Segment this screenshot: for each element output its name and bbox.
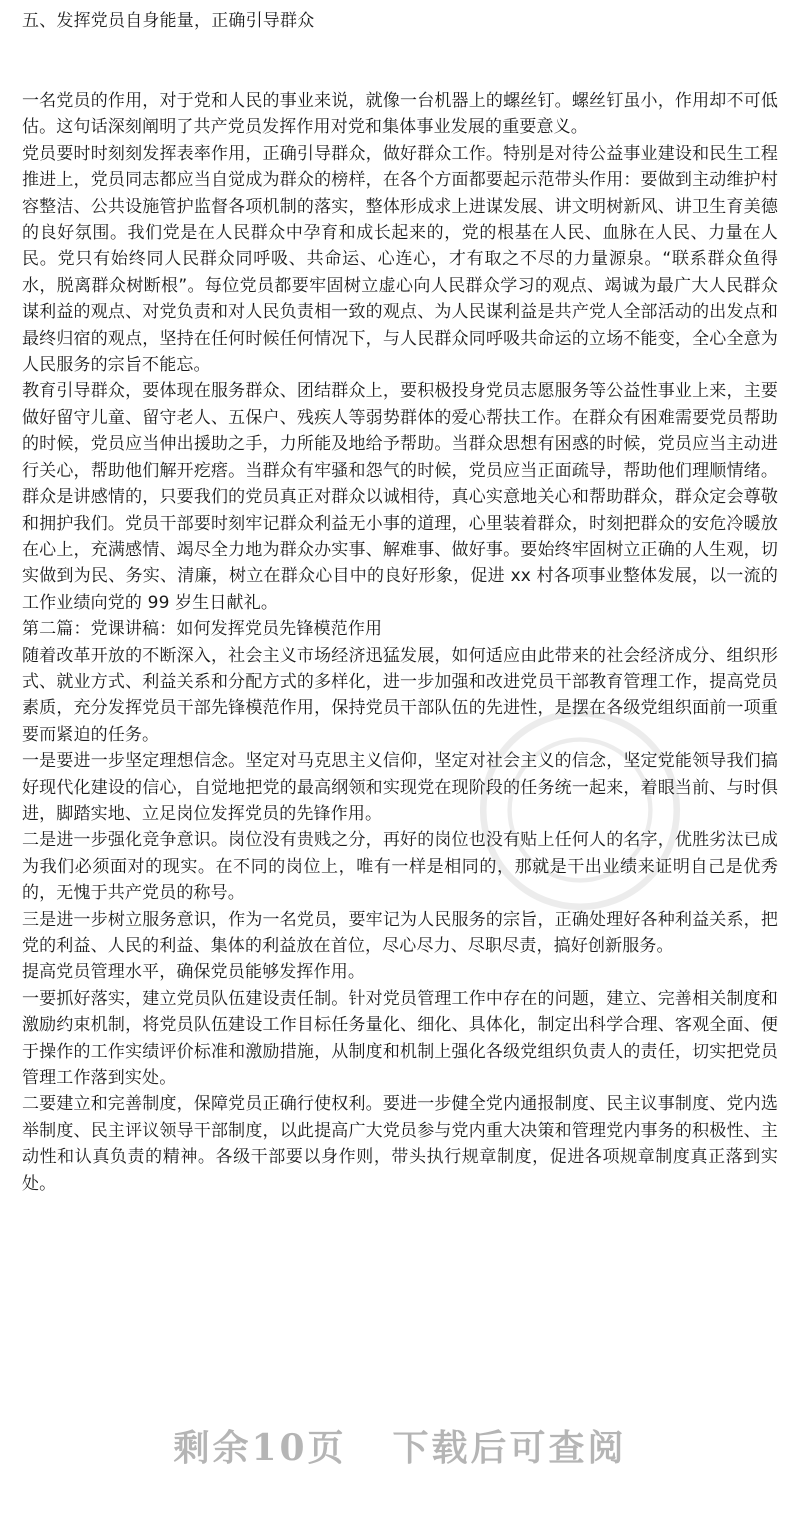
subheading: 提高党员管理水平，确保党员能够发挥作用。 [22,962,365,983]
paragraph: 一要抓好落实，建立党员队伍建设责任制。针对党员管理工作中存在的问题，建立、完善相关制度和激励约束机制，将党员队伍建设工作目标任务量化、细化、具体化，制定出科学合理、客观全面、便于操作的工作实绩评价标准和激励措施，从制度和机制上强化各级党组织负责人的责任，切实把党员管理工作落到实处。 [22,988,778,1089]
remaining-pages-label: 剩余10页 [173,1427,347,1469]
document-body [22,88,778,1197]
section-heading: 五、发挥党员自身能量，正确引导群众 [22,11,315,31]
paragraph: 二要建立和完善制度，保障党员正确行使权利。要进一步健全党内通报制度、民主议事制度、党内选举制度、民主评议领导干部制度，以此提高广大党员参与党内重大决策和管理党内事务的积极性、主动性和认真负责的精神。各级干部要以身作则，带头执行规章制度，促进各项规章制度真正落到实处。 [22,1094,778,1194]
paragraph: 党员要时时刻刻发挥表率作用，正确引导群众，做好群众工作。特别是对待公益事业建设和民生工程推进上，党员同志都应当自觉成为群众的榜样，在各个方面都要起示范带头作用：要做到主动维护村容整洁、公共设施管护监督各项机制的落实，整体形成求上进谋发展、讲文明树新风、讲卫生育美德的良好氛围。我们党是在人民群众中孕育和成长起来的，党的根基在人民、血脉在人民、力量在人民。党只有始终同人民群众同呼吸、共命运、心连心，才有取之不尽的力量源泉。“联系群众鱼得水，脱离群众树断根”。每位党员都要牢固树立虚心向人民群众学习的观点、竭诚为最广大人民群众谋利益的观点、对党负责和对人民负责相一致的观点、为人民谋利益是共产党人全部活动的出发点和最终归宿的观点，坚持在任何时候任何情况下，与人民群众同呼吸共命运的立场不能变，全心全意为人民服务的宗旨不能忘。 [22,143,778,376]
paragraph: 二是进一步强化竞争意识。岗位没有贵贱之分，再好的岗位也没有贴上任何人的名字，优胜劣汰已成为我们必须面对的现实。在不同的岗位上，唯有一样是相同的，那就是干出业绩来证明自己是优秀的，无愧于共产党员的称号。 [22,830,778,904]
chapter-title: 第二篇：党课讲稿：如何发挥党员先锋模范作用 [22,619,383,640]
paragraph: 一名党员的作用，对于党和人民的事业来说，就像一台机器上的螺丝钉。螺丝钉虽小，作用却不可低估。这句话深刻阐明了共产党员发挥作用对党和集体事业发展的重要意义。 [22,91,778,138]
download-banner[interactable] [0,1420,800,1471]
paragraph: 教育引导群众，要体现在服务群众、团结群众上，要积极投身党员志愿服务等公益性事业上来，主要做好留守儿童、留守老人、五保户、残疾人等弱势群体的爱心帮扶工作。在群众有困难需要党员帮助的时候，党员应当伸出援助之手，力所能及地给予帮助。当群众思想有困惑的时候，党员应当主动进行关心，帮助他们解开疙瘩。当群众有牢骚和怨气的时候，党员应当正面疏导，帮助他们理顺情绪。群众是讲感情的，只要我们的党员真正对群众以诚相待，真心实意地关心和帮助群众，群众定会尊敬和拥护我们。党员干部要时刻牢记群众利益无小事的道理，心里装着群众，时刻把群众的安危冷暖放在心上，充满感情、竭尽全力地为群众办实事、解难事、做好事。要始终牢固树立正确的人生观，切实做到为民、务实、清廉，树立在群众心目中的良好形象，促进 xx 村各项事业整体发展，以一流的工作业绩向党的 99 岁生日献礼。 [22,381,778,613]
paragraph: 三是进一步树立服务意识，作为一名党员，要牢记为人民服务的宗旨，正确处理好各种利益关系，把党的利益、人民的利益、集体的利益放在首位，尽心尽力、尽职尽责，搞好创新服务。 [22,909,778,956]
download-to-view-label[interactable]: 下载后可查阅 [392,1427,627,1469]
paragraph: 一是要进一步坚定理想信念。坚定对马克思主义信仰，坚定对社会主义的信念，坚定党能领导我们搞好现代化建设的信心，自觉地把党的最高纲领和实现党在现阶段的任务统一起来，着眼当前、与时俱进，脚踏实地、立足岗位发挥党员的先锋作用。 [22,751,778,824]
paragraph: 随着改革开放的不断深入，社会主义市场经济迅猛发展，如何适应由此带来的社会经济成分、组织形式、就业方式、利益关系和分配方式的多样化，进一步加强和改进党员干部教育管理工作，提高党员素质，充分发挥党员干部先锋模范作用，保持党员干部队伍的先进性，是摆在各级党组织面前一项重要而紧迫的任务。 [22,645,778,745]
